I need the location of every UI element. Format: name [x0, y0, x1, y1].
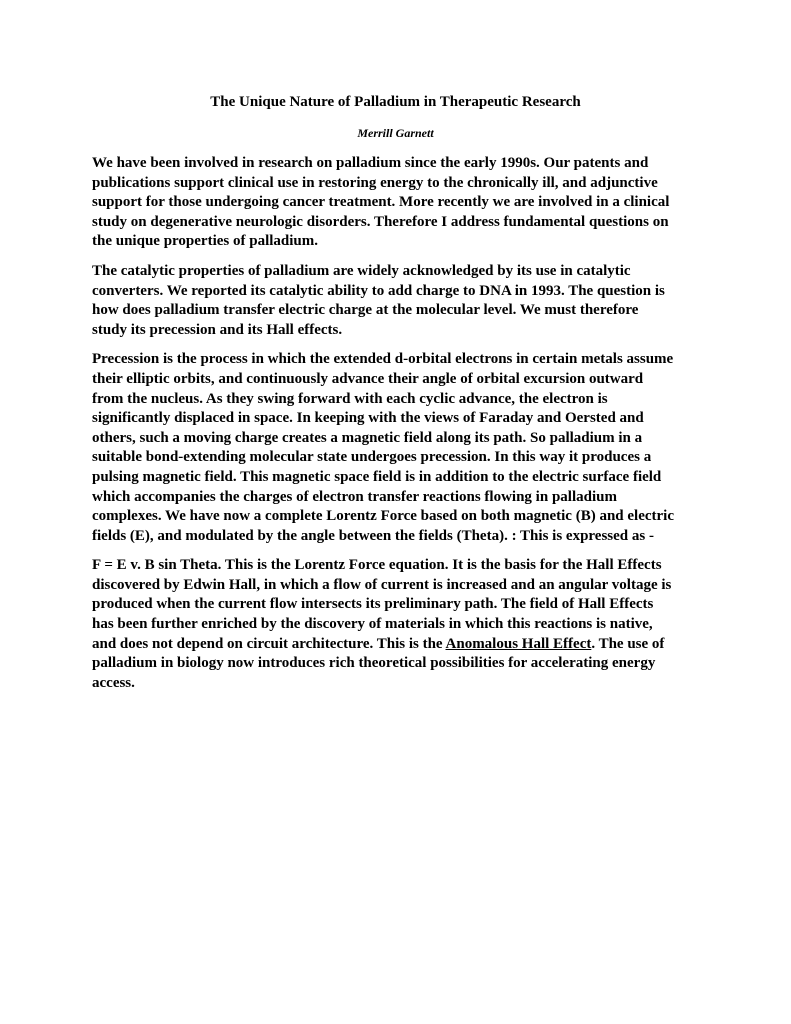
- text-line: others, such a moving charge creates a magnetic field along its path. So palladium in a: [92, 429, 643, 446]
- text-line: study on degenerative neurologic disorders. Therefore I address fundamental questions on: [92, 213, 669, 230]
- text-line: palladium in biology now introduces rich theoretical possibilities for accelerating energy: [92, 655, 656, 672]
- text-line: which accompanies the charges of electron transfer reactions flowing in palladium: [92, 488, 617, 505]
- paragraph-4: [92, 556, 700, 693]
- text-line: We have been involved in research on palladium since the early 1990s. Our patents and: [92, 155, 649, 171]
- text-line: fields (E), and modulated by the angle between the fields (Theta). : This is expressed as -: [92, 527, 654, 544]
- text-line: access.: [92, 674, 135, 691]
- paragraph-3: [92, 350, 700, 546]
- text-line: converters. We reported its catalytic ability to add charge to DNA in 1993. The question is: [92, 282, 665, 299]
- text-line: how does palladium transfer electric charge at the molecular level. We must therefore: [92, 302, 639, 319]
- text-line: study its precession and its Hall effects.: [92, 321, 343, 338]
- text-line: produced when the current flow intersects its preliminary path. The field of Hall Effects: [92, 596, 654, 613]
- text-line: has been further enriched by the discovery of materials in which this reactions is native,: [92, 616, 653, 633]
- document-title: The Unique Nature of Palladium in Therapeutic Research: [210, 94, 581, 110]
- text-line: suitable bond-extending molecular state undergoes precession. In this way it produces a: [92, 449, 652, 466]
- text-line: support for those undergoing cancer treatment. More recently we are involved in a clinical: [92, 194, 670, 211]
- link-line-prefix: and does not depend on circuit architecture. This is the: [92, 635, 446, 652]
- text-line: pulsing magnetic field. This magnetic space field is in addition to the electric surface field: [92, 468, 662, 485]
- text-line: complexes. We have now a complete Lorentz Force based on both magnetic (B) and electric: [92, 508, 674, 525]
- document-body: [92, 154, 700, 703]
- paragraph-1: [92, 154, 700, 252]
- text-line: significantly displaced in space. In keeping with the views of Faraday and Oersted and: [92, 410, 644, 427]
- document-author: Merrill Garnett: [357, 126, 434, 140]
- text-line: the unique properties of palladium.: [92, 233, 319, 250]
- text-line: their elliptic orbits, and continuously advance their angle of orbital excursion outward: [92, 370, 644, 387]
- text-line: F = E v. B sin Theta. This is the Lorentz Force equation. It is the basis for the Hall Effects: [92, 557, 662, 574]
- text-line-with-link: [92, 635, 700, 655]
- text-line: discovered by Edwin Hall, in which a flow of current is increased and an angular voltage is: [92, 576, 672, 593]
- text-line: The catalytic properties of palladium are widely acknowledged by its use in catalytic: [92, 262, 631, 279]
- text-line: from the nucleus. As they swing forward with each cyclic advance, the electron is: [92, 390, 608, 407]
- paragraph-2: [92, 262, 700, 340]
- link-line-suffix: . The use of: [591, 635, 665, 652]
- anomalous-hall-effect-link[interactable]: Anomalous Hall Effect: [445, 635, 592, 652]
- text-line: publications support clinical use in restoring energy to the chronically ill, and adjunctive: [92, 174, 658, 191]
- text-line: Precession is the process in which the extended d-orbital electrons in certain metals assume: [92, 351, 674, 368]
